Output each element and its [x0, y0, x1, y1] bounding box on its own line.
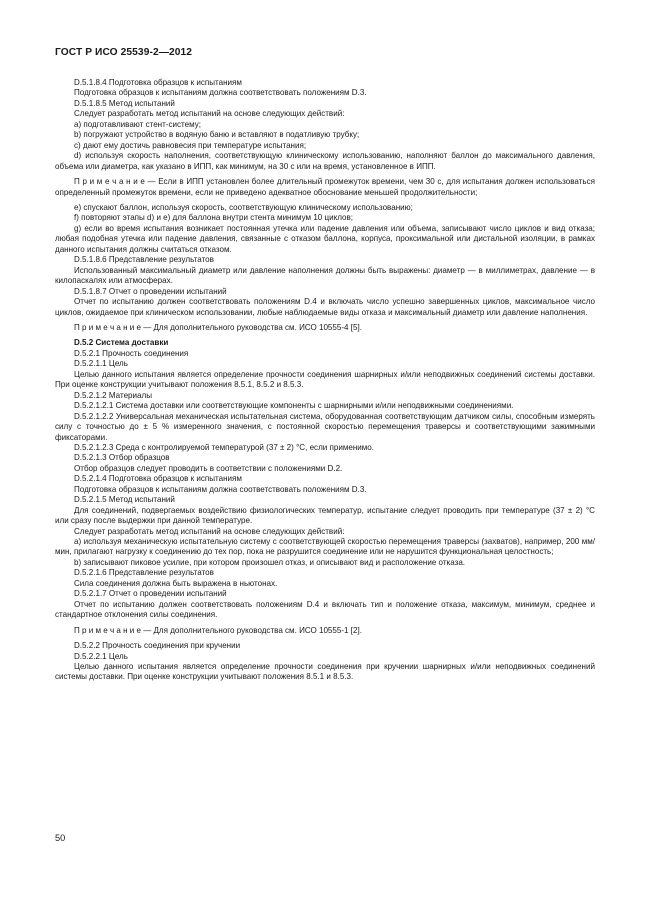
paragraph: Отбор образцов следует проводить в соответствии с положениями D.2. — [74, 463, 343, 473]
paragraph: Отчет по испытанию должен соответствовать положениям D.4 и включать тип и положение отказа, максимум, минимум, среднее и стандартное отклонения силы соединения. — [55, 599, 595, 620]
paragraph: D.5.1.8.7 Отчет о проведении испытаний — [74, 286, 227, 296]
paragraph: d) используя скорость наполнения, соответствующую клиническому использованию, наполняют баллон до максимального давления, объема или диаметра, как указано в ИПП, как минимум, на 30 с или на время, установленное в ИПП. — [55, 151, 595, 171]
paragraph: Для соединений, подвергаемых воздействию физиологических температур, испытание следует проводить при температуре (37 ± 2) °С или сразу после выдержки при данной температуре. — [55, 505, 595, 526]
paragraph: П р и м е ч а н и е — Для дополнительного руководства см. ИСО 10555-4 [5]. — [74, 322, 362, 332]
paragraph: D.5.1.8.6 Представление результатов — [74, 255, 214, 265]
paragraph: D.5.2.1 Прочность соединения — [74, 348, 189, 358]
document-header: ГОСТ Р ИСО 25539-2—2012 — [55, 47, 193, 58]
document-body — [55, 78, 595, 683]
paragraph: b) записывают пиковое усилие, при котором произошел отказ, и описывают вид и расположение отказа. — [74, 557, 466, 567]
paragraph: D.5.2.1.6 Представление результатов — [74, 568, 214, 578]
paragraph: g) если во время испытания возникает постоянная утечка или падение давления или объема, записывают число циклов и вид отказа; любая подобная утечка или падение давления, связанные с отказом баллона, корпуса, проксимальной или дистальной изоляции, в рамках данного испытания должны считаться отказом. — [55, 223, 595, 254]
paragraph: f) повторяют этапы d) и е) для баллона внутри стента минимум 10 циклов; — [74, 213, 353, 223]
paragraph: D.5.2.1.5 Метод испытаний — [74, 495, 175, 505]
paragraph: D.5.2.2 Прочность соединения при кручении — [74, 641, 241, 651]
paragraph: D.5.2.1.3 Отбор образцов — [74, 453, 170, 463]
paragraph: Подготовка образцов к испытаниям должна соответствовать положениям D.3. — [74, 484, 367, 494]
paragraph: Следует разработать метод испытаний на основе следующих действий: — [74, 526, 345, 536]
paragraph: Отчет по испытанию должен соответствовать положениям D.4 и включать число успешно завершенных циклов, максимальное число циклов, ожидаемое при клиническом использовании, любые наблюдаемые виды отказа и максимальный диаметр или давление наполнения. — [55, 297, 595, 317]
paragraph: D.5.1.8.4 Подготовка образцов к испытаниям — [74, 78, 242, 87]
paragraph: а) подготавливают стент-систему; — [74, 119, 201, 129]
paragraph: Сила соединения должна быть выражена в ньютонах. — [74, 578, 278, 588]
paragraph: D.5.2.1.4 Подготовка образцов к испытаниям — [74, 474, 242, 484]
paragraph: Целью данного испытания является определение прочности соединения шарнирных и/или неподвижных соединений системы доставки. При оценке конструкции учитывают положения 8.5.1, 8.5.2 и 8.5.3. — [55, 369, 595, 390]
paragraph: Подготовка образцов к испытаниям должна соответствовать положениям D.3. — [74, 88, 367, 98]
paragraph: D.5.1.8.5 Метод испытаний — [74, 98, 175, 108]
paragraph: b) погружают устройство в водяную баню и вставляют в податливую трубку; — [74, 130, 360, 140]
paragraph: D.5.2.1.2.1 Система доставки или соответствующие компоненты с шарнирными и/или неподвижными соединениями. — [74, 401, 514, 411]
page-number: 50 — [55, 833, 66, 843]
paragraph: Целью данного испытания является определение прочности соединения при кручении шарнирных и/или неподвижных соединений системы доставки. При оценке конструкции учитывают положения 8.5.1 и 8.5.3. — [55, 662, 595, 682]
paragraph: D.5.2.1.2 Материалы — [74, 390, 152, 400]
paragraph: Использованный максимальный диаметр или давление наполнения должны быть выражены: диаметр — в миллиметрах, давление — в килопаскалях или атмосферах. — [55, 265, 595, 286]
paragraph: а) используя механическую испытательную систему с соответствующей скоростью перемещения траверсы (захватов), например, 200 мм/мин, прилагают нагрузку к соединению до тех пор, пока не разрушится соединение или не нарушится функциональная целостность; — [55, 537, 595, 557]
paragraph: D.5.2.1.2.2 Универсальная механическая испытательная система, оборудованная соответствующим датчиком силы, способным измерять силу с точностью до ± 5 % измеренного значения, с постоянной скоростью перемещения траверсы и соответствующими зажимными фиксаторами. — [55, 411, 595, 442]
paragraph: D.5.2.1.2.3 Среда с контролируемой температурой (37 ± 2) °С, если применимо. — [74, 442, 375, 452]
paragraph: е) спускают баллон, используя скорость, соответствующую клиническому использованию; — [74, 202, 413, 212]
paragraph: П р и м е ч а н и е — Для дополнительного руководства см. ИСО 10555-1 [2]. — [74, 625, 362, 635]
paragraph: с) дают ему достичь равновесия при температуре испытания; — [74, 140, 307, 150]
paragraph: D.5.2.1.1 Цель — [74, 359, 128, 369]
paragraph: П р и м е ч а н и е — Если в ИПП установлен более длительный промежуток времени, чем 30 с, для испытания должен использоваться определенный промежуток времени, если не приведено адекватное обоснование меньшей продолжительности; — [55, 177, 595, 197]
paragraph: D.5.2.2.1 Цель — [74, 651, 128, 661]
paragraph: Следует разработать метод испытаний на основе следующих действий: — [74, 109, 345, 119]
paragraph: D.5.2.1.7 Отчет о проведении испытаний — [74, 589, 227, 599]
paragraph: D.5.2 Система доставки — [74, 338, 169, 348]
